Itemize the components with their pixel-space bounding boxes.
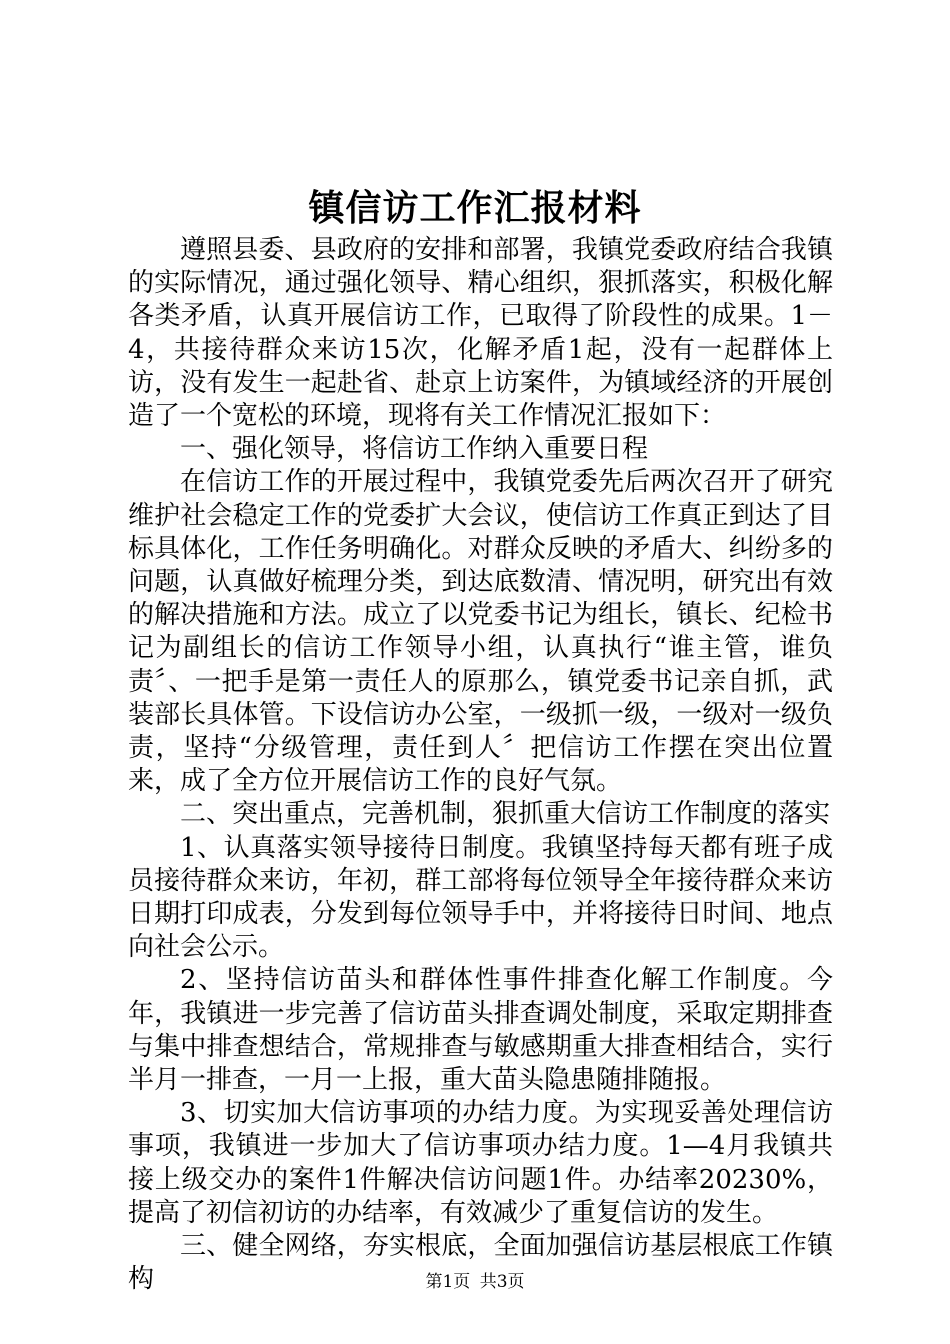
- page-footer: [0, 1270, 950, 1294]
- paragraph-section-1: 在信访工作的开展过程中，我镇党委先后两次召开了研究维护社会稳定工作的党委扩大会议，使信访工作真正到达了目标具体化，工作任务明确化。对群众反映的矛盾大、纠纷多的问题，认真做好梳理分类，到达底数清、情况明，研究出有效的解决措施和方法。成立了以党委书记为组长，镇长、纪检书记为副组长的信访工作领导小组，认真执行“谁主管，谁负责〞、一把手是第一责任人的原那么，镇党委书记亲自抓，武装部长具体管。下设信访办公室，一级抓一级，一级对一级负责，坚持“分级管理，责任到人〞把信访工作摆在突出位置来，成了全方位开展信访工作的良好气氛。: [128, 467, 833, 797]
- document-title: 镇信访工作汇报材料: [308, 187, 642, 229]
- paragraph-item-2: 2、坚持信访苗头和群体性事件排查化解工作制度。今年，我镇进一步完善了信访苗头排查调处制度，采取定期排查与集中排查想结合，常规排查与敏感期重大排查相结合，实行半月一排查，一月一上报，重大苗头隐患随排随报。: [128, 965, 833, 1096]
- paragraph-item-1: 1、认真落实领导接待日制度。我镇坚持每天都有班子成员接待群众来访，年初，群工部将每位领导全年接待群众来访日期打印成表，分发到每位领导手中，并将接待日时间、地点向社会公示。: [128, 832, 833, 963]
- paragraph-intro: 遵照县委、县政府的安排和部署，我镇党委政府结合我镇的实际情况，通过强化领导、精心组织，狠抓落实，积极化解各类矛盾，认真开展信访工作，已取得了阶段性的成果。1－4，共接待群众来访15次，化解矛盾1起，没有一起群体上访，没有发生一起赴省、赴京上访案件，为镇域经济的开展创造了一个宽松的环境，现将有关工作情况汇报如下：: [128, 235, 833, 432]
- page-total: 共3页: [479, 1272, 525, 1292]
- section-heading-3: 三、健全网络，夯实根底，全面加强信访基层根底工作镇构: [128, 1231, 833, 1295]
- section-heading-1: 一、强化领导，将信访工作纳入重要日程: [180, 434, 649, 465]
- section-heading-2: 二、突出重点，完善机制，狠抓重大信访工作制度的落实: [180, 799, 831, 830]
- page-number: 第1页: [425, 1272, 471, 1292]
- document-body: [128, 234, 833, 1297]
- paragraph-item-3: 3、切实加大信访事项的办结力度。为实现妥善处理信访事项，我镇进一步加大了信访事项办结力度。1—4月我镇共接上级交办的案件1件解决信访问题1件。办结率20230%，提高了初信初访的办结率，有效减少了重复信访的发生。: [128, 1098, 833, 1228]
